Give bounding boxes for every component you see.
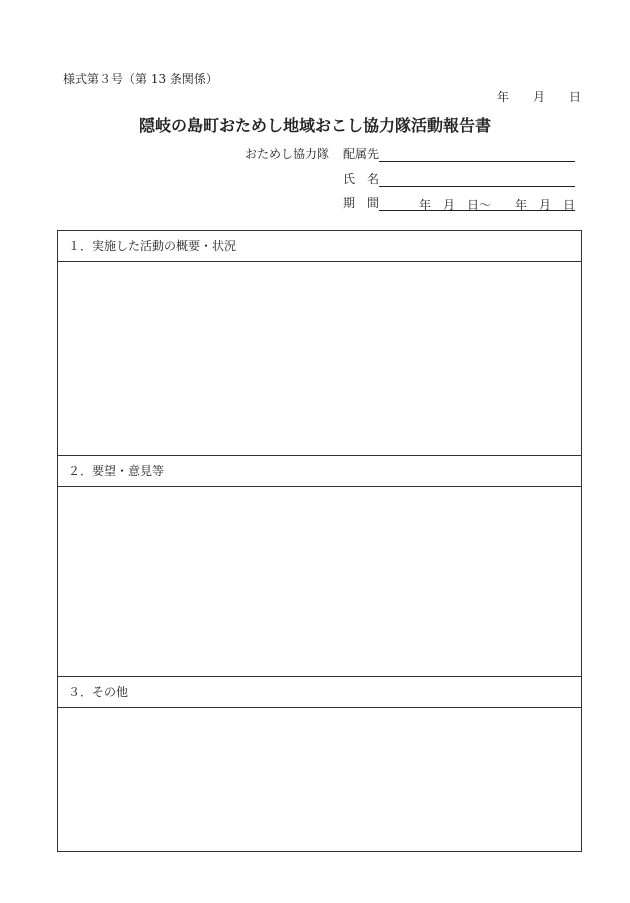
name-label: 氏 名: [343, 172, 380, 186]
date-year: 年: [497, 90, 510, 104]
activities-input-area[interactable]: [58, 262, 581, 456]
group-label: おためし協力隊: [245, 147, 330, 161]
period-text: 年 月 日～ 年 月 日: [379, 196, 575, 211]
section-other: [57, 676, 582, 852]
assignment-label: 配属先: [343, 147, 380, 161]
date-line: [497, 88, 581, 105]
other-input-area[interactable]: [58, 708, 581, 852]
form-number: 様式第３号（第 13 条関係）: [63, 72, 218, 86]
section-requests: [57, 455, 582, 677]
page-title: 隠岐の島町おためし地域おこし協力隊活動報告書: [138, 116, 491, 135]
assignment-field[interactable]: [343, 145, 575, 162]
period-field[interactable]: [343, 194, 575, 211]
section-heading: １．実施した活動の概要・状況: [58, 231, 581, 262]
name-field[interactable]: [343, 170, 575, 187]
date-month: 月: [533, 90, 546, 104]
section-activities: [57, 230, 582, 456]
section-heading: ３．その他: [58, 677, 581, 708]
requests-input-area[interactable]: [58, 487, 581, 677]
section-heading: ２．要望・意見等: [58, 456, 581, 487]
period-label: 期 間: [343, 196, 380, 210]
date-day: 日: [569, 90, 582, 104]
